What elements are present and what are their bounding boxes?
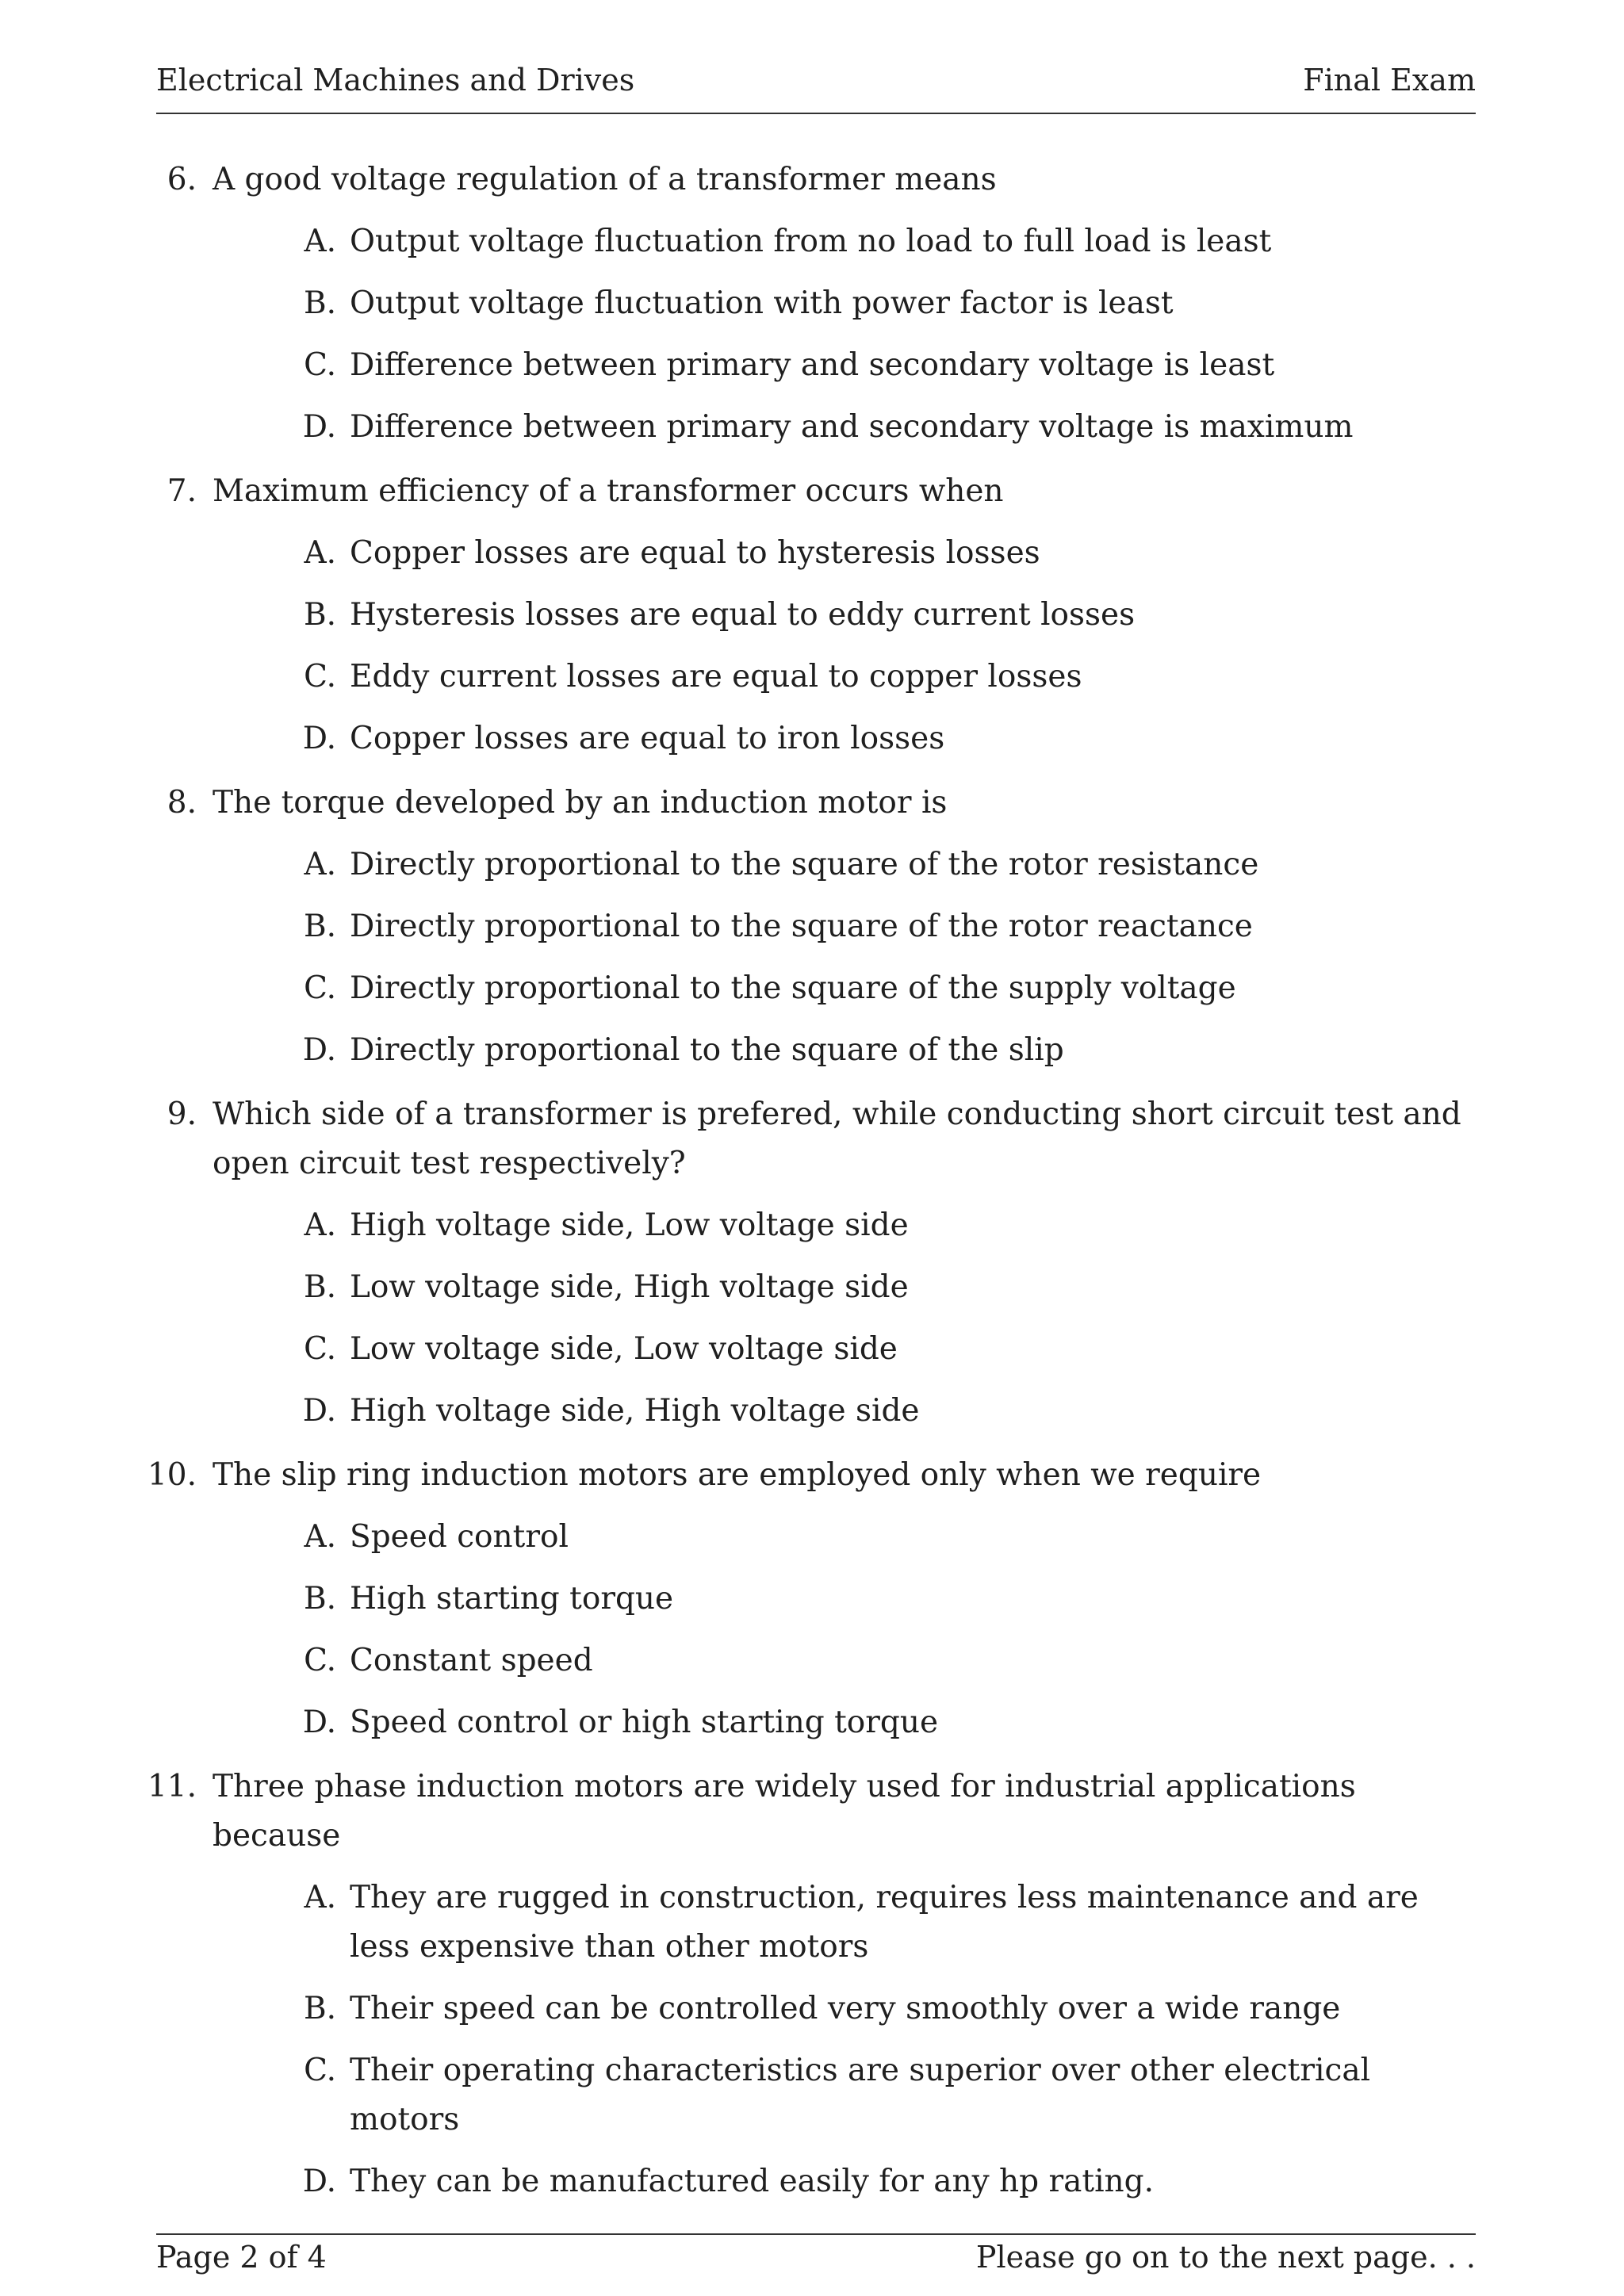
option-letter: B. xyxy=(303,1581,336,1617)
option-letter: A. xyxy=(304,224,336,259)
option-a xyxy=(0,1201,1624,1250)
option-text: Difference between primary and secondary voltage is maximum xyxy=(350,409,1354,445)
option-letter: C. xyxy=(304,659,336,695)
option-text: High voltage side, High voltage side xyxy=(350,1393,920,1429)
option-d xyxy=(0,1387,1624,1436)
question-text: The torque developed by an induction motor is xyxy=(213,785,948,821)
option-text: Copper losses are equal to hysteresis losses xyxy=(350,535,1040,571)
option-letter: C. xyxy=(304,347,336,383)
option-a xyxy=(0,840,1624,890)
option-c xyxy=(0,652,1624,702)
option-letter: B. xyxy=(303,597,336,633)
option-d xyxy=(0,2157,1624,2206)
option-text: Eddy current losses are equal to copper losses xyxy=(350,659,1082,695)
option-letter: D. xyxy=(302,1393,336,1429)
option-b xyxy=(0,902,1624,951)
option-list xyxy=(0,1513,1624,1747)
option-letter: A. xyxy=(304,1880,336,1915)
option-text: Difference between primary and secondary voltage is least xyxy=(350,347,1275,383)
option-text: Low voltage side, Low voltage side xyxy=(350,1331,898,1367)
option-c xyxy=(0,2046,1624,2145)
option-b xyxy=(0,591,1624,640)
option-text: Directly proportional to the square of the supply voltage xyxy=(350,970,1236,1006)
option-letter: C. xyxy=(304,1331,336,1367)
option-d xyxy=(0,403,1624,452)
option-b xyxy=(0,1575,1624,1624)
option-letter: C. xyxy=(304,970,336,1006)
option-letter: B. xyxy=(303,285,336,321)
option-letter: B. xyxy=(303,1991,336,2026)
option-letter: B. xyxy=(303,909,336,944)
option-text: Hysteresis losses are equal to eddy current losses xyxy=(350,597,1136,633)
option-list xyxy=(0,1201,1624,1436)
option-a xyxy=(0,1873,1624,1972)
option-list xyxy=(0,840,1624,1075)
option-text: They are rugged in construction, requires less maintenance and are less expensive than other motors xyxy=(350,1880,1419,1965)
question-7 xyxy=(0,467,1624,763)
question-number: 8. xyxy=(167,785,197,821)
option-text: Low voltage side, High voltage side xyxy=(350,1269,909,1305)
option-letter: D. xyxy=(302,721,336,756)
option-text: Output voltage fluctuation with power factor is least xyxy=(350,285,1174,321)
option-letter: D. xyxy=(302,409,336,445)
option-b xyxy=(0,1984,1624,2034)
option-a xyxy=(0,529,1624,578)
option-c xyxy=(0,341,1624,390)
header-rule xyxy=(156,113,1476,114)
option-letter: A. xyxy=(304,1519,336,1555)
footer-rule xyxy=(156,2233,1476,2235)
option-text: Speed control or high starting torque xyxy=(350,1705,939,1740)
question-number: 6. xyxy=(167,162,197,197)
option-c xyxy=(0,1325,1624,1374)
option-text: Their operating characteristics are superior over other electrical motors xyxy=(350,2053,1371,2137)
option-d xyxy=(0,714,1624,763)
option-letter: B. xyxy=(303,1269,336,1305)
option-text: Copper losses are equal to iron losses xyxy=(350,721,945,756)
option-text: High voltage side, Low voltage side xyxy=(350,1207,909,1243)
option-letter: A. xyxy=(304,535,336,571)
option-list xyxy=(0,529,1624,763)
option-text: Directly proportional to the square of the rotor resistance xyxy=(350,847,1259,882)
question-list xyxy=(0,155,1624,2221)
option-c xyxy=(0,1636,1624,1686)
option-a xyxy=(0,217,1624,266)
question-text: Maximum efficiency of a transformer occurs when xyxy=(213,473,1004,509)
question-9 xyxy=(0,1090,1624,1436)
option-letter: D. xyxy=(302,1705,336,1740)
question-text: Three phase induction motors are widely used for industrial applications because xyxy=(213,1769,1356,1854)
option-letter: D. xyxy=(302,1032,336,1068)
option-text: Their speed can be controlled very smoothly over a wide range xyxy=(350,1991,1341,2026)
option-b xyxy=(0,1263,1624,1312)
question-number: 9. xyxy=(167,1096,197,1132)
option-letter: C. xyxy=(304,2053,336,2088)
option-text: High starting torque xyxy=(350,1581,674,1617)
option-text: Constant speed xyxy=(350,1643,593,1678)
page-number: Page 2 of 4 xyxy=(156,2240,327,2275)
option-letter: A. xyxy=(304,1207,336,1243)
continue-note: Please go on to the next page. . . xyxy=(975,2240,1476,2275)
question-6 xyxy=(0,155,1624,452)
option-b xyxy=(0,279,1624,328)
course-title: Electrical Machines and Drives xyxy=(156,63,635,98)
question-text: A good voltage regulation of a transformer means xyxy=(213,162,997,197)
question-text: The slip ring induction motors are employed only when we require xyxy=(213,1457,1262,1493)
option-list xyxy=(0,217,1624,452)
option-text: Output voltage fluctuation from no load to full load is least xyxy=(350,224,1272,259)
option-text: They can be manufactured easily for any hp rating. xyxy=(350,2164,1155,2199)
option-d xyxy=(0,1698,1624,1747)
option-d xyxy=(0,1026,1624,1075)
question-number: 10. xyxy=(147,1457,197,1493)
option-text: Directly proportional to the square of the rotor reactance xyxy=(350,909,1253,944)
option-letter: D. xyxy=(302,2164,336,2199)
page-header xyxy=(156,63,1476,98)
exam-title: Final Exam xyxy=(1303,63,1476,98)
option-c xyxy=(0,964,1624,1013)
question-text: Which side of a transformer is prefered, while conducting short circuit test and open circuit test respectively? xyxy=(213,1096,1461,1181)
option-letter: A. xyxy=(304,847,336,882)
question-10 xyxy=(0,1451,1624,1747)
option-list xyxy=(0,1873,1624,2206)
option-text: Directly proportional to the square of the slip xyxy=(350,1032,1064,1068)
question-number: 11. xyxy=(147,1769,197,1804)
page-footer xyxy=(156,2240,1476,2276)
question-8 xyxy=(0,779,1624,1075)
option-text: Speed control xyxy=(350,1519,569,1555)
option-letter: C. xyxy=(304,1643,336,1678)
question-11 xyxy=(0,1762,1624,2206)
question-number: 7. xyxy=(167,473,197,509)
option-a xyxy=(0,1513,1624,1562)
